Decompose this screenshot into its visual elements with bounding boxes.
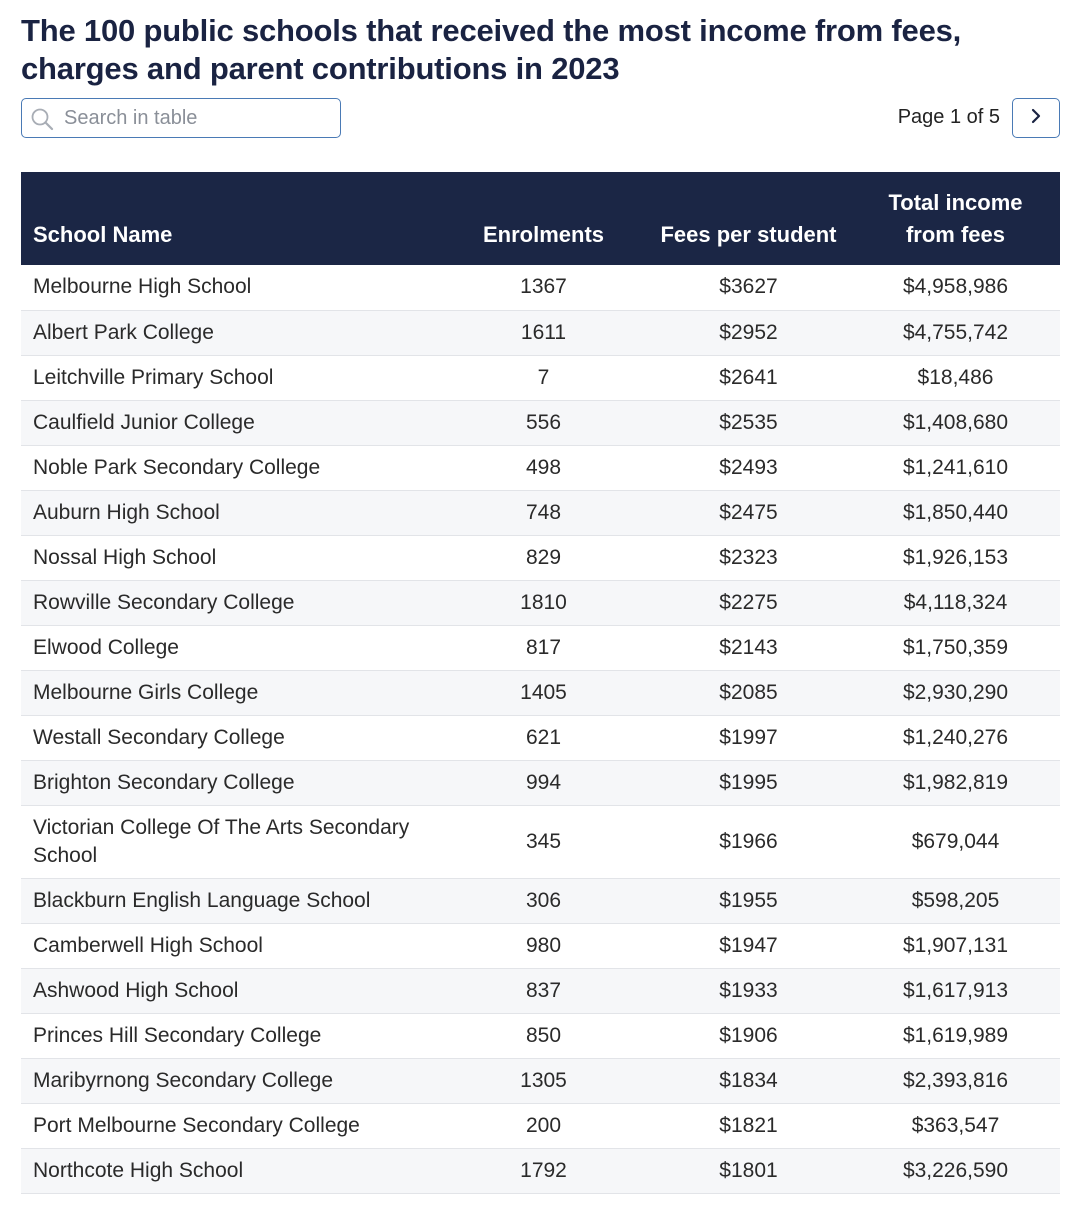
total-income-cell: $2,393,816	[851, 1058, 1060, 1103]
enrolments-cell: 980	[441, 923, 646, 968]
column-header-total-income[interactable]: Total income from fees	[888, 190, 1023, 247]
enrolments-cell: 817	[441, 625, 646, 670]
enrolments-cell: 306	[441, 878, 646, 923]
enrolments-cell: 850	[441, 1013, 646, 1058]
fees-per-student-cell: $2952	[646, 310, 851, 355]
total-income-cell: $598,205	[851, 878, 1060, 923]
school-name-cell: Port Melbourne Secondary College	[21, 1103, 441, 1148]
table-row	[21, 1013, 1060, 1058]
total-income-cell: $1,926,153	[851, 535, 1060, 580]
table-row	[21, 580, 1060, 625]
total-income-cell: $679,044	[851, 805, 1060, 878]
enrolments-cell: 498	[441, 445, 646, 490]
school-name-cell: Nossal High School	[21, 535, 441, 580]
school-name-cell: Northcote High School	[21, 1148, 441, 1193]
fees-per-student-cell: $1997	[646, 715, 851, 760]
total-income-cell: $1,240,276	[851, 715, 1060, 760]
table-row	[21, 535, 1060, 580]
fees-per-student-cell: $1834	[646, 1058, 851, 1103]
table-row	[21, 670, 1060, 715]
school-name-cell: Westall Secondary College	[21, 715, 441, 760]
total-income-cell: $4,118,324	[851, 580, 1060, 625]
enrolments-cell: 1611	[441, 310, 646, 355]
table-row	[21, 1058, 1060, 1103]
table-body	[21, 265, 1060, 1193]
total-income-cell: $1,907,131	[851, 923, 1060, 968]
table-row	[21, 490, 1060, 535]
search-icon	[30, 107, 54, 131]
school-name-cell: Melbourne High School	[21, 265, 441, 310]
table-row	[21, 1148, 1060, 1193]
total-income-cell: $1,617,913	[851, 968, 1060, 1013]
fees-per-student-cell: $2085	[646, 670, 851, 715]
fees-per-student-cell: $2275	[646, 580, 851, 625]
fees-per-student-cell: $1906	[646, 1013, 851, 1058]
school-name-cell: Ashwood High School	[21, 968, 441, 1013]
fees-per-student-cell: $1821	[646, 1103, 851, 1148]
total-income-cell: $1,408,680	[851, 400, 1060, 445]
total-income-cell: $363,547	[851, 1103, 1060, 1148]
table-header-row	[21, 172, 1060, 265]
fees-per-student-cell: $2475	[646, 490, 851, 535]
table-row	[21, 445, 1060, 490]
total-income-cell: $2,930,290	[851, 670, 1060, 715]
school-name-cell: Rowville Secondary College	[21, 580, 441, 625]
total-income-cell: $1,619,989	[851, 1013, 1060, 1058]
search-input[interactable]	[64, 103, 334, 133]
school-name-cell: Caulfield Junior College	[21, 400, 441, 445]
school-name-cell: Melbourne Girls College	[21, 670, 441, 715]
enrolments-cell: 1305	[441, 1058, 646, 1103]
enrolments-cell: 7	[441, 355, 646, 400]
enrolments-cell: 837	[441, 968, 646, 1013]
table-row	[21, 1103, 1060, 1148]
enrolments-cell: 1405	[441, 670, 646, 715]
fees-per-student-cell: $1995	[646, 760, 851, 805]
enrolments-cell: 556	[441, 400, 646, 445]
school-name-cell: Maribyrnong Secondary College	[21, 1058, 441, 1103]
school-name-cell: Brighton Secondary College	[21, 760, 441, 805]
table-row	[21, 310, 1060, 355]
enrolments-cell: 1367	[441, 265, 646, 310]
chevron-right-icon	[1029, 107, 1043, 130]
fees-per-student-cell: $1966	[646, 805, 851, 878]
school-name-cell: Victorian College Of The Arts Secondary School	[21, 805, 441, 878]
school-name-cell: Blackburn English Language School	[21, 878, 441, 923]
page-title: The 100 public schools that received the most income from fees, charges and parent contributions in 2023	[21, 13, 962, 86]
enrolments-cell: 200	[441, 1103, 646, 1148]
table-row	[21, 760, 1060, 805]
fees-per-student-cell: $2535	[646, 400, 851, 445]
enrolments-cell: 621	[441, 715, 646, 760]
table-row	[21, 968, 1060, 1013]
table-row	[21, 715, 1060, 760]
enrolments-cell: 1792	[441, 1148, 646, 1193]
table-row	[21, 923, 1060, 968]
table-row	[21, 878, 1060, 923]
column-header-school-name[interactable]: School Name	[33, 222, 173, 247]
enrolments-cell: 829	[441, 535, 646, 580]
enrolments-cell: 1810	[441, 580, 646, 625]
enrolments-cell: 345	[441, 805, 646, 878]
search-box[interactable]	[21, 98, 341, 138]
enrolments-cell: 994	[441, 760, 646, 805]
total-income-cell: $1,850,440	[851, 490, 1060, 535]
fees-per-student-cell: $2641	[646, 355, 851, 400]
total-income-cell: $1,241,610	[851, 445, 1060, 490]
table-row	[21, 355, 1060, 400]
schools-table	[21, 172, 1060, 1194]
school-name-cell: Noble Park Secondary College	[21, 445, 441, 490]
table-row	[21, 265, 1060, 310]
school-name-cell: Leitchville Primary School	[21, 355, 441, 400]
fees-per-student-cell: $1947	[646, 923, 851, 968]
fees-per-student-cell: $3627	[646, 265, 851, 310]
school-name-cell: Camberwell High School	[21, 923, 441, 968]
column-header-fees-per-student[interactable]: Fees per student	[660, 222, 837, 247]
column-header-enrolments[interactable]: Enrolments	[482, 222, 605, 247]
fees-per-student-cell: $2493	[646, 445, 851, 490]
fees-per-student-cell: $2143	[646, 625, 851, 670]
total-income-cell: $4,958,986	[851, 265, 1060, 310]
next-page-button[interactable]	[1012, 98, 1060, 138]
school-name-cell: Albert Park College	[21, 310, 441, 355]
total-income-cell: $3,226,590	[851, 1148, 1060, 1193]
fees-per-student-cell: $1955	[646, 878, 851, 923]
enrolments-cell: 748	[441, 490, 646, 535]
total-income-cell: $1,982,819	[851, 760, 1060, 805]
school-name-cell: Princes Hill Secondary College	[21, 1013, 441, 1058]
fees-per-student-cell: $1933	[646, 968, 851, 1013]
total-income-cell: $18,486	[851, 355, 1060, 400]
page-indicator: Page 1 of 5	[897, 106, 1000, 128]
total-income-cell: $4,755,742	[851, 310, 1060, 355]
fees-per-student-cell: $2323	[646, 535, 851, 580]
table-row	[21, 625, 1060, 670]
school-name-cell: Elwood College	[21, 625, 441, 670]
total-income-cell: $1,750,359	[851, 625, 1060, 670]
table-row	[21, 400, 1060, 445]
table-row	[21, 805, 1060, 878]
fees-per-student-cell: $1801	[646, 1148, 851, 1193]
school-name-cell: Auburn High School	[21, 490, 441, 535]
